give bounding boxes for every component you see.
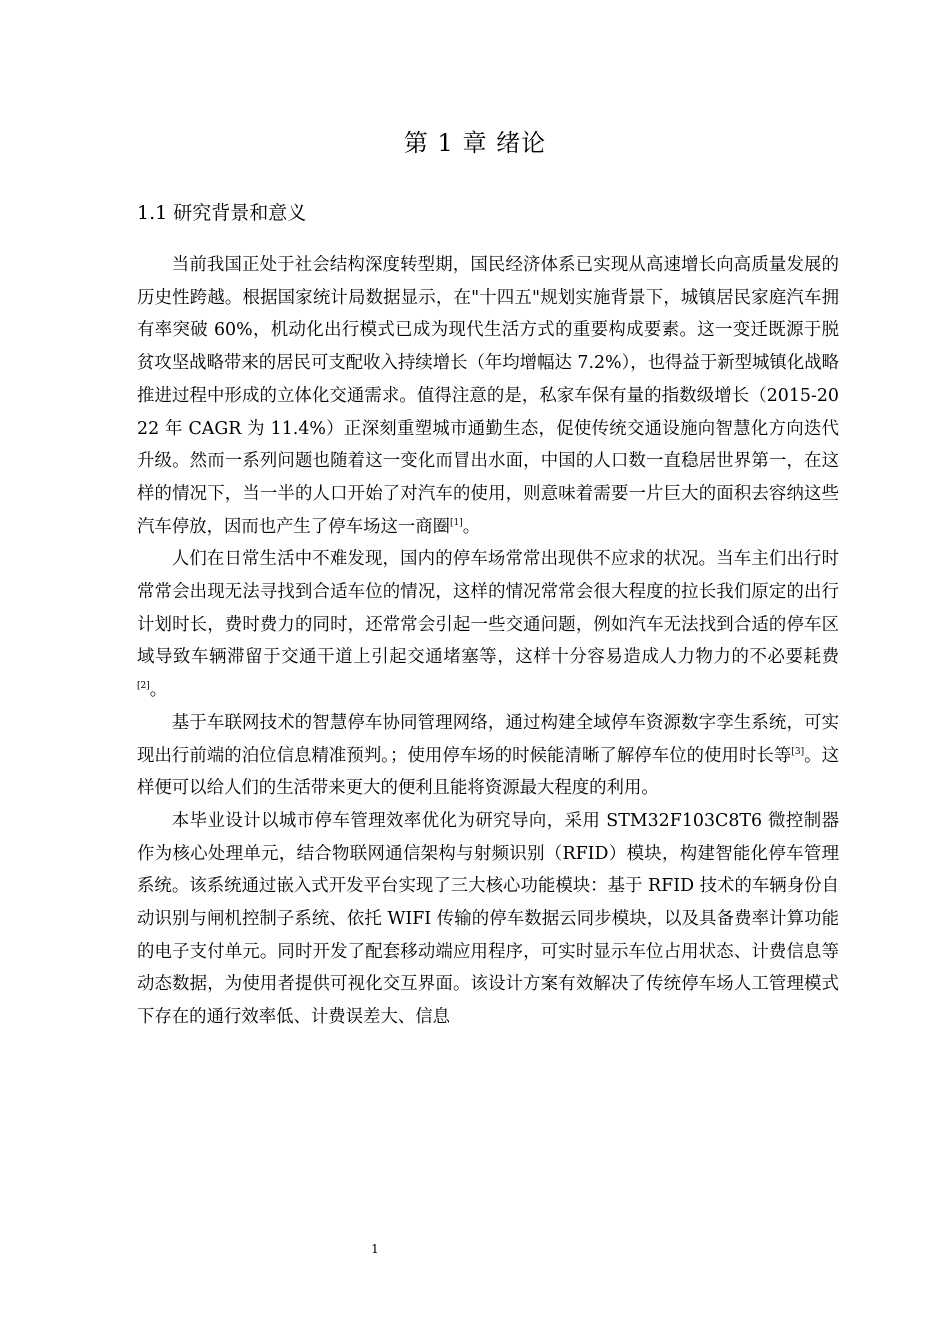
citation-ref: [2] [137, 681, 150, 692]
body-text [137, 249, 839, 1034]
page-number: 1 [371, 1242, 379, 1256]
citation-ref: [3] [791, 746, 805, 757]
paragraph-3: 基于车联网技术的智慧停车协同管理网络，通过构建全域停车资源数字孪生系统，可实现出行前端的泊位信息精准预判。；使用停车场的时候能清晰了解停车位的使用时长等[3]。这样便可以给人们的生活带来更大的便利且能将资源最大程度的利用。 [137, 712, 839, 799]
chapter-title: 第 1 章 绪论 [403, 129, 547, 157]
paragraph-1: 当前我国正处于社会结构深度转型期，国民经济体系已实现从高速增长向高质量发展的历史性跨越。根据国家统计局数据显示，在"十四五"规划实施背景下，城镇居民家庭汽车拥有率突破 60%，机动化出行模式已成为现代生活方式的重要构成要素。这一变迁既源于脱贫攻坚战略带来的居民可支配收入持续增长（年均增幅达 7.2%），也得益于新型城镇化战略推进过程中形成的立体化交通需求。值得注意的是，私家车保有量的指数级增长（2015-2022 年 CAGR 为 11.4%）正深刻重塑城市通勤生态，促使传统交通设施向智慧化方向迭代升级。然而一系列问题也随着这一变化而冒出水面，中国的人口数一直稳居世界第一，在这样的情况下，当一半的人口开始了对汽车的使用，则意味着需要一片巨大的面积去容纳这些汽车停放，因而也产生了停车场这一商圈[1]。 [137, 255, 839, 537]
paragraph-4: 本毕业设计以城市停车管理效率优化为研究导向，采用 STM32F103C8T6 微控制器作为核心处理单元，结合物联网通信架构与射频识别（RFID）模块，构建智能化停车管理系统。该系统通过嵌入式开发平台实现了三大核心功能模块：基于 RFID 技术的车辆身份自动识别与闸机控制子系统、依托 WIFI 传输的停车数据云同步模块，以及具备费率计算功能的电子支付单元。同时开发了配套移动端应用程序，可实时显示车位占用状态、计费信息等动态数据，为使用者提供可视化交互界面。该设计方案有效解决了传统停车场人工管理模式下存在的通行效率低、计费误差大、信息 [137, 810, 839, 1028]
section-title: 1.1 研究背景和意义 [137, 202, 307, 224]
citation-ref: [1] [450, 517, 463, 528]
paragraph-2: 人们在日常生活中不难发现，国内的停车场常常出现供不应求的状况。当车主们出行时常常会出现无法寻找到合适车位的情况，这样的情况常常会很大程度的拉长我们原定的出行计划时长，费时费力的同时，还常常会引起一些交通问题，例如汽车无法找到合适的停车区域导致车辆滞留于交通干道上引起交通堵塞等，这样十分容易造成人力物力的不必要耗费[2]。 [137, 549, 839, 701]
